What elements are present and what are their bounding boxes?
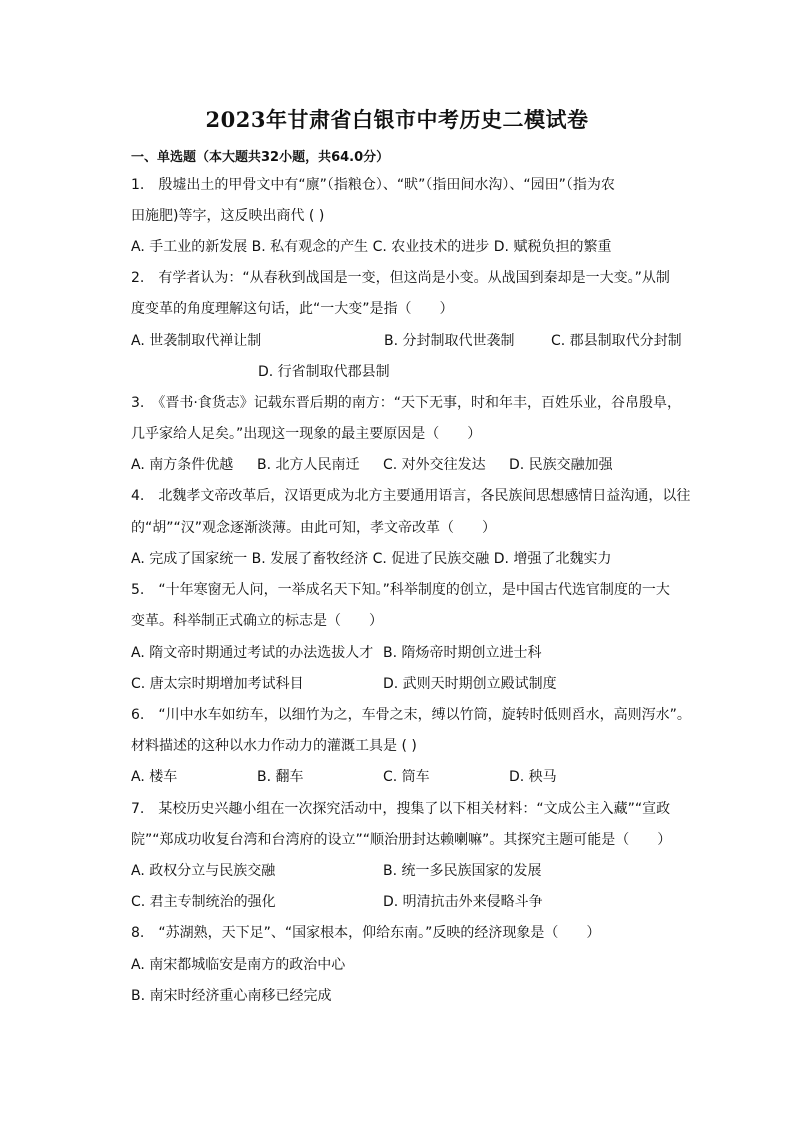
question-6-line-2: 材料描述的这种以水力作动力的灌溉工具是 ( ): [131, 738, 417, 754]
question-7-line-2: 院”“郑成功收复台湾和台湾府的设立”“顺治册封达赖喇嘛”。其探究主题可能是（ ）: [131, 832, 672, 848]
question-1-line-2: 田施肥)等字，这反映出商代 ( ): [131, 208, 325, 224]
question-2-line-2: 度变革的角度理解这句话，此“一大变”是指（ ）: [131, 301, 454, 317]
question-5-line-2: 变革。科举制正式确立的标志是（ ）: [131, 613, 383, 629]
question-8-option-a: A. 南宋都城临安是南方的政治中心: [131, 957, 346, 973]
question-3-line-1: 3. 《晋书·食货志》记载东晋后期的南方：“天下无事，时和年丰，百姓乐业，谷帛殷阜，: [131, 395, 682, 411]
question-2-option-a: A. 世袭制取代禅让制: [131, 333, 262, 349]
question-2-line-1: 2. 有学者认为：“从春秋到战国是一变，但这尚是小变。从战国到秦却是一大变。”从制: [131, 270, 670, 286]
question-5-line-1: 5. “十年寒窗无人问，一举成名天下知。”科举制度的创立，是中国古代选官制度的一大: [131, 582, 670, 598]
question-8-option-b: B. 南宋时经济重心南移已经完成: [131, 988, 332, 1004]
page-title: 2023年甘肃省白银市中考历史二模试卷: [205, 107, 589, 132]
question-6-option-b: B. 翻车: [257, 769, 304, 785]
question-2-option-c: C. 郡县制取代分封制: [551, 333, 682, 349]
question-2-option-b: B. 分封制取代世袭制: [384, 333, 515, 349]
question-4-line-1: 4. 北魏孝文帝改革后，汉语更成为北方主要通用语言，各民族间思想感情日益沟通，以往: [131, 488, 691, 504]
question-3-option-c: C. 对外交往发达: [383, 457, 486, 473]
question-6-option-d: D. 秧马: [509, 769, 557, 785]
question-1-options: A. 手工业的新发展 B. 私有观念的产生 C. 农业技术的进步 D. 赋税负担的繁重: [131, 239, 612, 255]
question-4-options: A. 完成了国家统一 B. 发展了畜牧经济 C. 促进了民族交融 D. 增强了北魏实力: [131, 551, 612, 567]
question-7-option-d: D. 明清抗击外来侵略斗争: [383, 894, 543, 910]
question-2-option-d: D. 行省制取代郡县制: [258, 364, 390, 380]
question-7-option-c: C. 君主专制统治的强化: [131, 894, 276, 910]
question-4-line-2: 的“胡”“汉”观念逐渐淡薄。由此可知，孝文帝改革（ ）: [131, 520, 497, 536]
question-6-line-1: 6. “川中水车如纺车，以细竹为之，车骨之末，缚以竹筒，旋转时低则舀水，高则泻水”。: [131, 707, 691, 723]
question-5-option-c: C. 唐太宗时期增加考试科目: [131, 676, 304, 692]
question-8-line-1: 8. “苏湖熟，天下足”、“国家根本，仰给东南。”反映的经济现象是（ ）: [131, 925, 601, 941]
question-6-option-c: C. 筒车: [383, 769, 430, 785]
question-7-option-b: B. 统一多民族国家的发展: [383, 863, 542, 879]
section-heading: 一、单选题（本大题共32小题，共64.0分）: [131, 150, 390, 165]
question-3-option-a: A. 南方条件优越: [131, 457, 234, 473]
question-3-option-b: B. 北方人民南迁: [257, 457, 360, 473]
question-6-option-a: A. 楼车: [131, 769, 178, 785]
question-3-line-2: 几乎家给人足矣。”出现这一现象的最主要原因是（ ）: [131, 426, 482, 442]
question-5-option-d: D. 武则天时期创立殿试制度: [383, 676, 557, 692]
question-1-line-1: 1. 殷墟出土的甲骨文中有“廪”（指粮仓）、“畎”（指田间水沟）、“园田”（指为农: [131, 177, 615, 193]
question-7-line-1: 7. 某校历史兴趣小组在一次探究活动中，搜集了以下相关材料：“文成公主入藏”“宣政: [131, 801, 671, 817]
question-3-option-d: D. 民族交融加强: [509, 457, 613, 473]
question-5-option-b: B. 隋炀帝时期创立进士科: [383, 645, 542, 661]
question-5-option-a: A. 隋文帝时期通过考试的办法选拔人才: [131, 645, 374, 661]
question-7-option-a: A. 政权分立与民族交融: [131, 863, 276, 879]
